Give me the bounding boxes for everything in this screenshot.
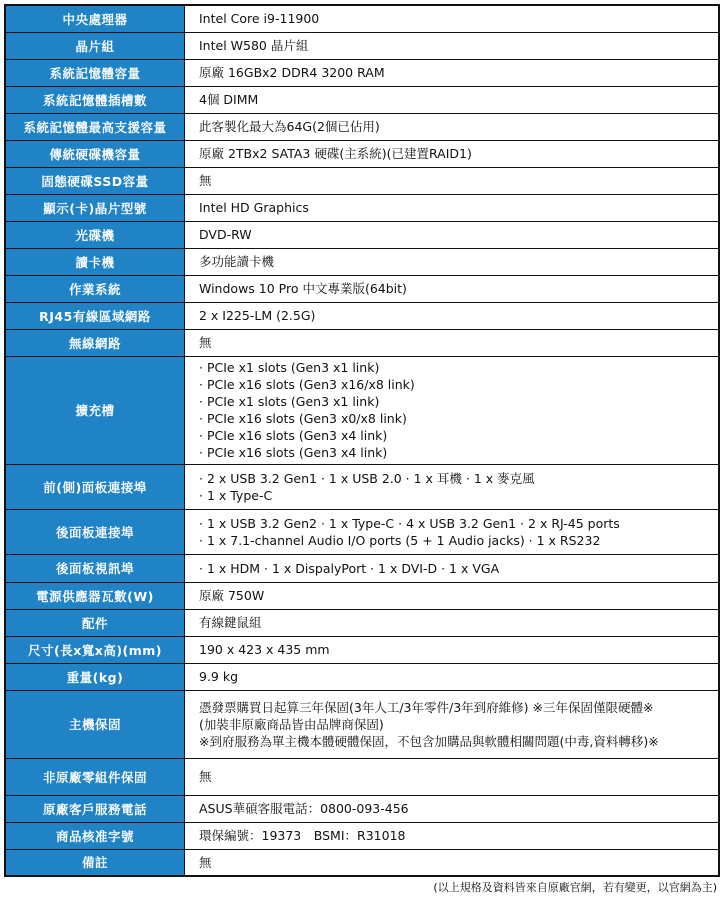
spec-value (185, 32, 720, 59)
spec-value-line: 4個 DIMM (199, 92, 259, 107)
spec-value (185, 113, 720, 140)
spec-row (5, 59, 719, 86)
footnote: (以上規格及資料皆來自原廠官網，若有變更，以官網為主) (433, 881, 717, 894)
spec-row (5, 758, 719, 795)
spec-row (5, 795, 719, 822)
spec-row (5, 849, 719, 876)
spec-value-line: 多功能讀卡機 (199, 254, 275, 269)
spec-row (5, 194, 719, 221)
spec-row (5, 329, 719, 356)
spec-value-line: Intel Core i9-11900 (199, 11, 320, 27)
spec-value (185, 194, 720, 221)
spec-value (185, 849, 720, 876)
spec-value (185, 582, 720, 609)
spec-value-line: · PCIe x1 slots (Gen3 x1 link) (199, 394, 380, 409)
spec-label: 擴充槽 (5, 356, 185, 464)
spec-value-line: · PCIe x16 slots (Gen3 x0/x8 link) (199, 411, 407, 426)
spec-value-line: 190 x 423 x 435 mm (199, 642, 330, 657)
spec-label: 讀卡機 (5, 248, 185, 275)
spec-value (185, 275, 720, 302)
spec-label: 原廠客戶服務電話 (5, 795, 185, 822)
spec-label: RJ45有線區域網路 (5, 302, 185, 329)
spec-label: 後面板視訊埠 (5, 554, 185, 582)
spec-value-line: Intel W580 晶片組 (199, 38, 309, 53)
spec-value-line: 無 (199, 854, 212, 870)
spec-value-line: 無 (199, 769, 212, 784)
spec-row (5, 86, 719, 113)
spec-value-line: (加裝非原廠商品皆由品牌商保固) (199, 716, 384, 732)
spec-value-line: · PCIe x16 slots (Gen3 x16/x8 link) (199, 377, 415, 392)
spec-value-line: 原廠 16GBx2 DDR4 3200 RAM (199, 65, 385, 80)
spec-row (5, 248, 719, 275)
spec-row (5, 167, 719, 194)
spec-label: 光碟機 (5, 221, 185, 248)
spec-row (5, 509, 719, 554)
spec-value-line: 原廠 2TBx2 SATA3 硬碟(主系統)(已建置RAID1) (199, 146, 472, 161)
spec-value-line: · 1 x HDM · 1 x DispalyPort · 1 x DVI-D · 1 x VGA (199, 560, 500, 576)
spec-row (5, 140, 719, 167)
spec-value (185, 59, 720, 86)
spec-value (185, 140, 720, 167)
spec-value-line: 2 x I225-LM (2.5G) (199, 308, 316, 323)
spec-table-body (5, 5, 719, 876)
spec-value-line: 憑發票購買日起算三年保固(3年人工/3年零件/3年到府維修) ※三年保固僅限硬體※ (199, 699, 654, 715)
spec-value-line: 9.9 kg (199, 669, 239, 684)
spec-value (185, 221, 720, 248)
spec-row (5, 690, 719, 758)
spec-value-line: · 1 x Type-C (199, 487, 273, 503)
spec-value (185, 509, 720, 554)
spec-label: 前(側)面板連接埠 (5, 464, 185, 509)
spec-row (5, 663, 719, 690)
spec-value-line: · PCIe x1 slots (Gen3 x1 link) (199, 360, 380, 375)
spec-value (185, 795, 720, 822)
spec-value-line: 此客製化最大為64G(2個已佔用) (199, 119, 380, 134)
spec-label: 顯示(卡)晶片型號 (5, 194, 185, 221)
spec-value-line: ※到府服務為單主機本體硬體保固，不包含加購品與軟體相關問題(中毒,資料轉移)※ (199, 733, 659, 749)
spec-value-line: Windows 10 Pro 中文專業版(64bit) (199, 281, 407, 296)
spec-row (5, 113, 719, 140)
spec-row (5, 32, 719, 59)
spec-label: 系統記憶體最高支援容量 (5, 113, 185, 140)
spec-label: 後面板連接埠 (5, 509, 185, 554)
spec-label: 無線網路 (5, 329, 185, 356)
spec-row (5, 275, 719, 302)
spec-value-line: · PCIe x16 slots (Gen3 x4 link) (199, 428, 388, 443)
spec-row (5, 609, 719, 636)
spec-label: 晶片組 (5, 32, 185, 59)
spec-row (5, 554, 719, 582)
spec-value (185, 329, 720, 356)
spec-value (185, 690, 720, 758)
spec-label: 固態硬碟SSD容量 (5, 167, 185, 194)
spec-row (5, 5, 719, 32)
spec-value-line: · 1 x 7.1-channel Audio I/O ports (5 + 1 Audio jacks) · 1 x RS232 (199, 532, 601, 548)
spec-row (5, 582, 719, 609)
spec-label: 作業系統 (5, 275, 185, 302)
spec-row (5, 464, 719, 509)
spec-value (185, 167, 720, 194)
spec-label: 電源供應器瓦數(W) (5, 582, 185, 609)
spec-label: 配件 (5, 609, 185, 636)
spec-value-line: · 1 x USB 3.2 Gen2 · 1 x Type-C · 4 x USB 3.2 Gen1 · 2 x RJ-45 ports (199, 515, 620, 531)
spec-value (185, 302, 720, 329)
spec-value (185, 86, 720, 113)
spec-value (185, 822, 720, 849)
spec-value-line: 無 (199, 335, 212, 350)
spec-value-line: DVD-RW (199, 227, 252, 242)
spec-value (185, 356, 720, 464)
spec-table-container (4, 4, 720, 877)
spec-row (5, 636, 719, 663)
spec-label: 非原廠零組件保固 (5, 758, 185, 795)
spec-value (185, 609, 720, 636)
spec-label: 系統記憶體容量 (5, 59, 185, 86)
spec-value-line: · 2 x USB 3.2 Gen1 · 1 x USB 2.0 · 1 x 耳機 · 1 x 麥克風 (199, 470, 535, 486)
spec-row (5, 356, 719, 464)
spec-value-line: ASUS華碩客服電話：0800-093-456 (199, 801, 409, 816)
spec-value (185, 663, 720, 690)
spec-value (185, 5, 720, 32)
spec-label: 主機保固 (5, 690, 185, 758)
spec-row (5, 302, 719, 329)
spec-label: 中央處理器 (5, 5, 185, 32)
spec-row (5, 221, 719, 248)
spec-value-line: 無 (199, 173, 212, 188)
spec-table (4, 4, 720, 877)
spec-label: 尺寸(長x寬x高)(mm) (5, 636, 185, 663)
spec-label: 系統記憶體插槽數 (5, 86, 185, 113)
spec-value-line: Intel HD Graphics (199, 200, 309, 215)
spec-label: 備註 (5, 849, 185, 876)
spec-value-line: 有線鍵鼠組 (199, 615, 262, 630)
spec-label: 傳統硬碟機容量 (5, 140, 185, 167)
spec-label: 重量(kg) (5, 663, 185, 690)
spec-value (185, 636, 720, 663)
spec-value (185, 464, 720, 509)
spec-value (185, 248, 720, 275)
spec-label: 商品核准字號 (5, 822, 185, 849)
spec-value (185, 758, 720, 795)
spec-row (5, 822, 719, 849)
spec-value-line: · PCIe x16 slots (Gen3 x4 link) (199, 445, 388, 460)
spec-value-line: 環保編號：19373 BSMI：R31018 (199, 828, 406, 843)
spec-value-line: 原廠 750W (199, 588, 265, 603)
spec-value (185, 554, 720, 582)
